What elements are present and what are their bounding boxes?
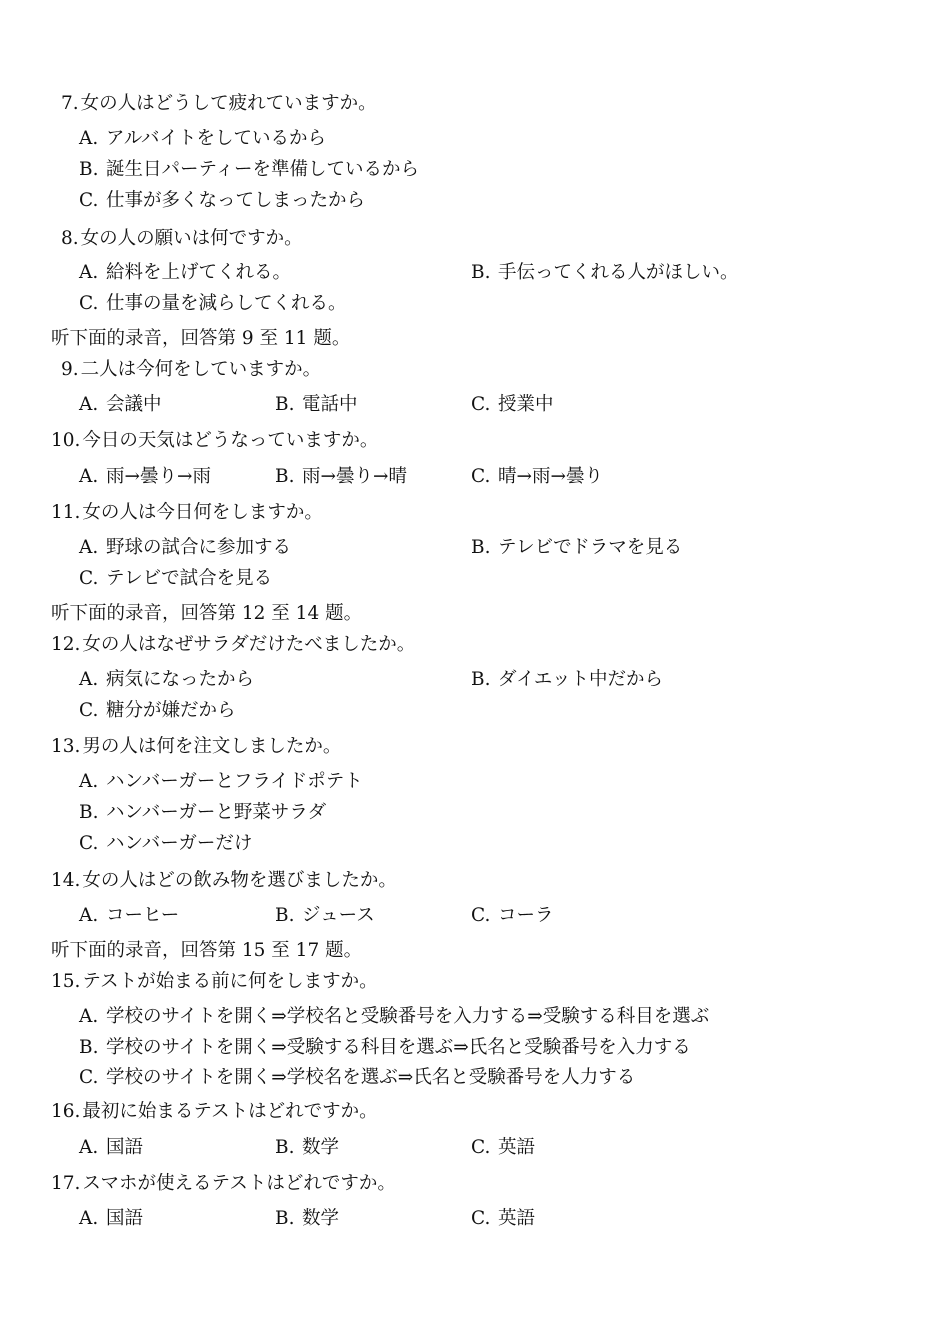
option-label: B. <box>471 537 491 558</box>
question-text: 女の人は今日何をしますか。 <box>82 502 323 523</box>
option-label: B. <box>79 1037 99 1058</box>
question-13 <box>51 735 341 759</box>
option-label: A. <box>79 537 99 558</box>
question-9 <box>61 358 321 382</box>
option-label: C. <box>79 293 99 314</box>
option-text: アルバイトをしているから <box>106 128 326 149</box>
option-text: コーヒー <box>106 905 180 926</box>
option-text: 数学 <box>302 1208 340 1229</box>
option-label: B. <box>471 262 491 283</box>
option-label: B. <box>275 905 295 926</box>
option-label: C. <box>471 1137 491 1158</box>
section-header-15-17: 听下面的录音，回答第 15 至 17 题。 <box>51 940 363 961</box>
option-label: A. <box>79 905 99 926</box>
option-text: 学校のサイトを開く⇒受験する科目を選ぶ⇒氏名と受験番号を入力する <box>106 1037 691 1058</box>
question-text: 女の人はどの飲み物を選びましたか。 <box>82 870 397 891</box>
question-number: 15. <box>51 971 81 992</box>
q14-option-b <box>275 904 375 928</box>
q12-option-b <box>471 668 663 692</box>
q7-option-c <box>79 189 365 213</box>
option-text: 仕事の量を減らしてくれる。 <box>106 293 347 314</box>
q15-option-c <box>79 1066 635 1090</box>
option-label: B. <box>79 802 99 823</box>
option-label: B. <box>79 159 99 180</box>
q13-option-a <box>79 770 363 794</box>
option-label: C. <box>79 700 99 721</box>
option-text: 手伝ってくれる人がほしい。 <box>498 262 739 283</box>
option-text: 雨→曇り→雨 <box>106 466 212 487</box>
q8-option-c <box>79 292 347 316</box>
option-label: B. <box>275 1137 295 1158</box>
question-17 <box>51 1172 396 1196</box>
option-text: 英語 <box>498 1137 536 1158</box>
q16-option-a <box>79 1136 143 1160</box>
option-text: 仕事が多くなってしまったから <box>106 190 366 211</box>
option-label: A. <box>79 1137 99 1158</box>
q7-option-a <box>79 127 326 151</box>
question-number: 9. <box>61 359 79 380</box>
question-number: 14. <box>51 870 81 891</box>
option-label: A. <box>79 771 99 792</box>
question-text: 女の人はどうして疲れていますか。 <box>80 93 377 114</box>
q8-option-b <box>471 261 739 285</box>
q13-option-c <box>79 832 252 856</box>
q7-option-b <box>79 158 419 182</box>
option-text: 糖分が嫌だから <box>106 700 236 721</box>
option-text: 晴→雨→曇り <box>498 466 604 487</box>
option-text: 国語 <box>106 1208 144 1229</box>
option-label: B. <box>275 394 295 415</box>
q13-option-b <box>79 801 326 825</box>
q17-option-c <box>471 1207 535 1231</box>
option-text: 病気になったから <box>106 669 255 690</box>
option-text: ハンバーガーとフライドポテト <box>106 771 363 792</box>
q10-option-c <box>471 465 603 489</box>
question-number: 17. <box>51 1173 81 1194</box>
option-text: ダイエット中だから <box>498 669 664 690</box>
q12-option-a <box>79 668 254 692</box>
option-label: C. <box>471 466 491 487</box>
option-label: C. <box>471 394 491 415</box>
question-12 <box>51 633 415 657</box>
q17-option-b <box>275 1207 339 1231</box>
q10-option-a <box>79 465 211 489</box>
question-text: 男の人は何を注文しましたか。 <box>82 736 342 757</box>
option-text: 数学 <box>302 1137 340 1158</box>
q11-option-c <box>79 567 272 591</box>
q16-option-b <box>275 1136 339 1160</box>
question-number: 8. <box>61 228 79 249</box>
question-text: スマホが使えるテストはどれですか。 <box>82 1173 396 1194</box>
option-text: 野球の試合に参加する <box>106 537 292 558</box>
option-label: C. <box>79 1067 99 1088</box>
q15-option-a <box>79 1005 709 1029</box>
question-14 <box>51 869 397 893</box>
question-text: 女の人はなぜサラダだけたべましたか。 <box>82 634 416 655</box>
option-label: C. <box>79 568 99 589</box>
option-label: A. <box>79 394 99 415</box>
question-text: テストが始まる前に何をしますか。 <box>82 971 378 992</box>
question-text: 女の人の願いは何ですか。 <box>80 228 303 249</box>
option-text: 学校のサイトを開く⇒学校名を選ぶ⇒氏名と受験番号を人力する <box>106 1067 636 1088</box>
option-text: 電話中 <box>302 394 358 415</box>
option-label: A. <box>79 669 99 690</box>
option-text: 授業中 <box>498 394 554 415</box>
option-text: テレビでドラマを見る <box>498 537 683 558</box>
question-text: 今日の天気はどうなっていますか。 <box>82 430 379 451</box>
q9-option-b <box>275 393 358 417</box>
option-text: ジュース <box>302 905 375 926</box>
option-label: A. <box>79 262 99 283</box>
question-text: 最初に始まるテストはどれですか。 <box>82 1101 378 1122</box>
option-text: ハンバーガーと野菜サラダ <box>106 802 327 823</box>
option-label: A. <box>79 466 99 487</box>
option-label: B. <box>275 1208 295 1229</box>
q9-option-c <box>471 393 554 417</box>
option-text: 会議中 <box>106 394 162 415</box>
option-text: 給料を上げてくれる。 <box>106 262 292 283</box>
option-label: B. <box>471 669 491 690</box>
option-label: C. <box>79 833 99 854</box>
option-text: コーラ <box>498 905 554 926</box>
question-number: 13. <box>51 736 81 757</box>
q10-option-b <box>275 465 407 489</box>
q15-option-b <box>79 1036 691 1060</box>
q11-option-b <box>471 536 682 560</box>
option-label: A. <box>79 1006 99 1027</box>
question-text: 二人は今何をしていますか。 <box>80 359 322 380</box>
question-number: 12. <box>51 634 81 655</box>
q11-option-a <box>79 536 291 560</box>
question-8 <box>61 227 303 251</box>
question-15 <box>51 970 378 994</box>
option-text: 誕生日パーティーを準備しているから <box>106 159 420 180</box>
option-label: C. <box>471 905 491 926</box>
q12-option-c <box>79 699 236 723</box>
question-number: 7. <box>61 93 79 114</box>
section-header-12-14: 听下面的录音，回答第 12 至 14 题。 <box>51 603 363 624</box>
q14-option-c <box>471 904 554 928</box>
q8-option-a <box>79 261 291 285</box>
section-header-9-11: 听下面的录音，回答第 9 至 11 题。 <box>51 328 351 349</box>
q16-option-c <box>471 1136 535 1160</box>
option-label: A. <box>79 1208 99 1229</box>
option-text: 国語 <box>106 1137 144 1158</box>
question-10 <box>51 429 378 453</box>
option-text: ハンバーガーだけ <box>106 833 253 854</box>
option-text: 学校のサイトを開く⇒学校名と受験番号を入力する⇒受験する科目を選ぶ <box>106 1006 710 1027</box>
option-text: テレビで試合を見る <box>106 568 273 589</box>
question-16 <box>51 1100 378 1124</box>
q14-option-a <box>79 904 179 928</box>
option-text: 雨→曇り→晴 <box>302 466 408 487</box>
option-label: C. <box>471 1208 491 1229</box>
option-label: A. <box>79 128 99 149</box>
option-text: 英語 <box>498 1208 536 1229</box>
option-label: C. <box>79 190 99 211</box>
q9-option-a <box>79 393 162 417</box>
question-number: 10. <box>51 430 81 451</box>
question-number: 16. <box>51 1101 81 1122</box>
question-7 <box>61 92 377 116</box>
question-11 <box>51 501 323 525</box>
option-label: B. <box>275 466 295 487</box>
question-number: 11. <box>51 502 81 523</box>
q17-option-a <box>79 1207 143 1231</box>
